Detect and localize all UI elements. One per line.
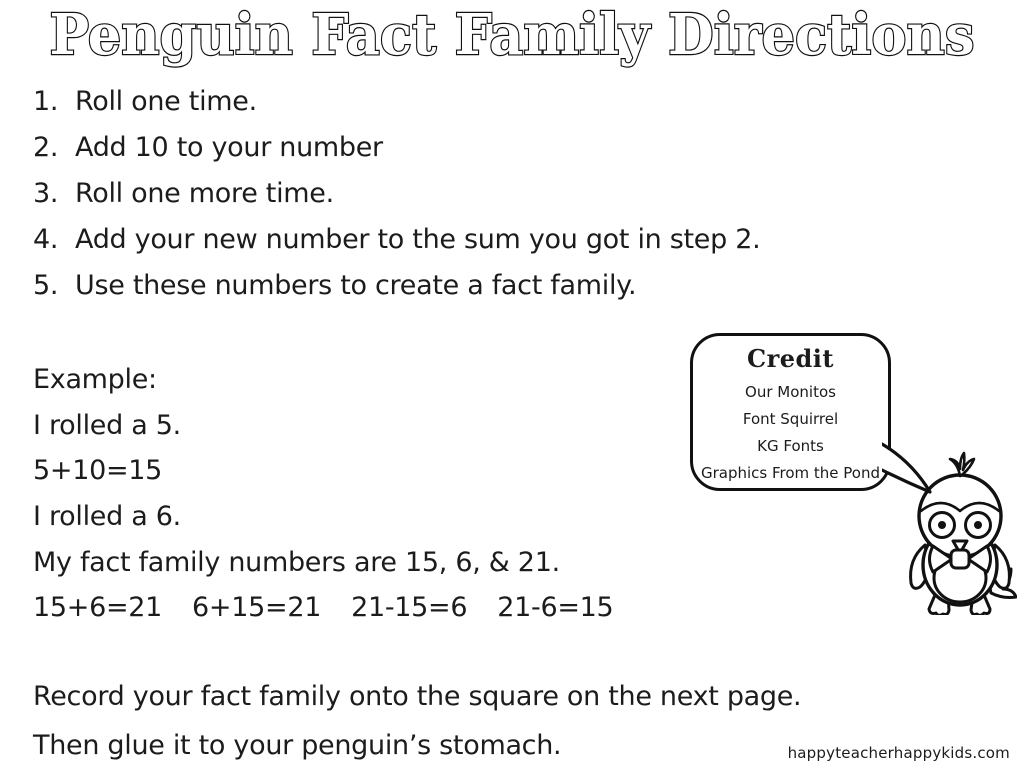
example-line: I rolled a 6. bbox=[33, 501, 181, 533]
equation: 21-15=6 bbox=[351, 592, 468, 624]
direction-text: Add 10 to your number bbox=[75, 131, 383, 163]
credit-line: Graphics From the Pond bbox=[700, 463, 881, 482]
credit-heading: Credit bbox=[747, 344, 834, 373]
footer-line: Record your fact family onto the square on the next page. bbox=[33, 681, 802, 712]
credit-line: KG Fonts bbox=[757, 436, 824, 455]
website-url: happyteacherhappykids.com bbox=[787, 744, 1010, 762]
direction-item bbox=[33, 78, 973, 124]
equation: 15+6=21 bbox=[33, 592, 163, 624]
direction-item bbox=[33, 124, 973, 170]
page-title bbox=[0, 0, 1024, 72]
equation: 21-6=15 bbox=[497, 592, 614, 624]
direction-text: Roll one more time. bbox=[75, 177, 334, 209]
page-title-text: Penguin Fact Family Directions bbox=[49, 2, 975, 68]
example-line: My fact family numbers are 15, 6, & 21. bbox=[33, 546, 560, 578]
example-heading: Example: bbox=[33, 364, 157, 396]
example-line: I rolled a 5. bbox=[33, 409, 181, 441]
direction-number: 4. bbox=[33, 223, 59, 255]
fact-family-equations bbox=[33, 585, 693, 631]
directions-list bbox=[33, 78, 973, 308]
direction-number: 2. bbox=[33, 131, 59, 163]
equation: 6+15=21 bbox=[192, 592, 322, 624]
credit-line: Our Monitos bbox=[745, 382, 836, 401]
direction-number: 1. bbox=[33, 85, 59, 117]
direction-text: Add your new number to the sum you got in step 2. bbox=[75, 223, 761, 255]
direction-number: 5. bbox=[33, 269, 59, 301]
direction-item bbox=[33, 170, 973, 216]
example-block bbox=[33, 357, 693, 631]
direction-number: 3. bbox=[33, 177, 59, 209]
footer-line: Then glue it to your penguin’s stomach. bbox=[33, 730, 562, 761]
direction-item bbox=[33, 216, 973, 262]
title-svg bbox=[0, 0, 1024, 72]
speech-bubble-tail-icon bbox=[882, 440, 936, 498]
credit-line: Font Squirrel bbox=[742, 409, 839, 428]
direction-text: Roll one time. bbox=[75, 85, 257, 117]
example-equation-sum: 5+10=15 bbox=[33, 455, 163, 487]
direction-item bbox=[33, 262, 973, 308]
credit-speech-bubble bbox=[690, 333, 891, 491]
direction-text: Use these numbers to create a fact family. bbox=[75, 269, 637, 301]
